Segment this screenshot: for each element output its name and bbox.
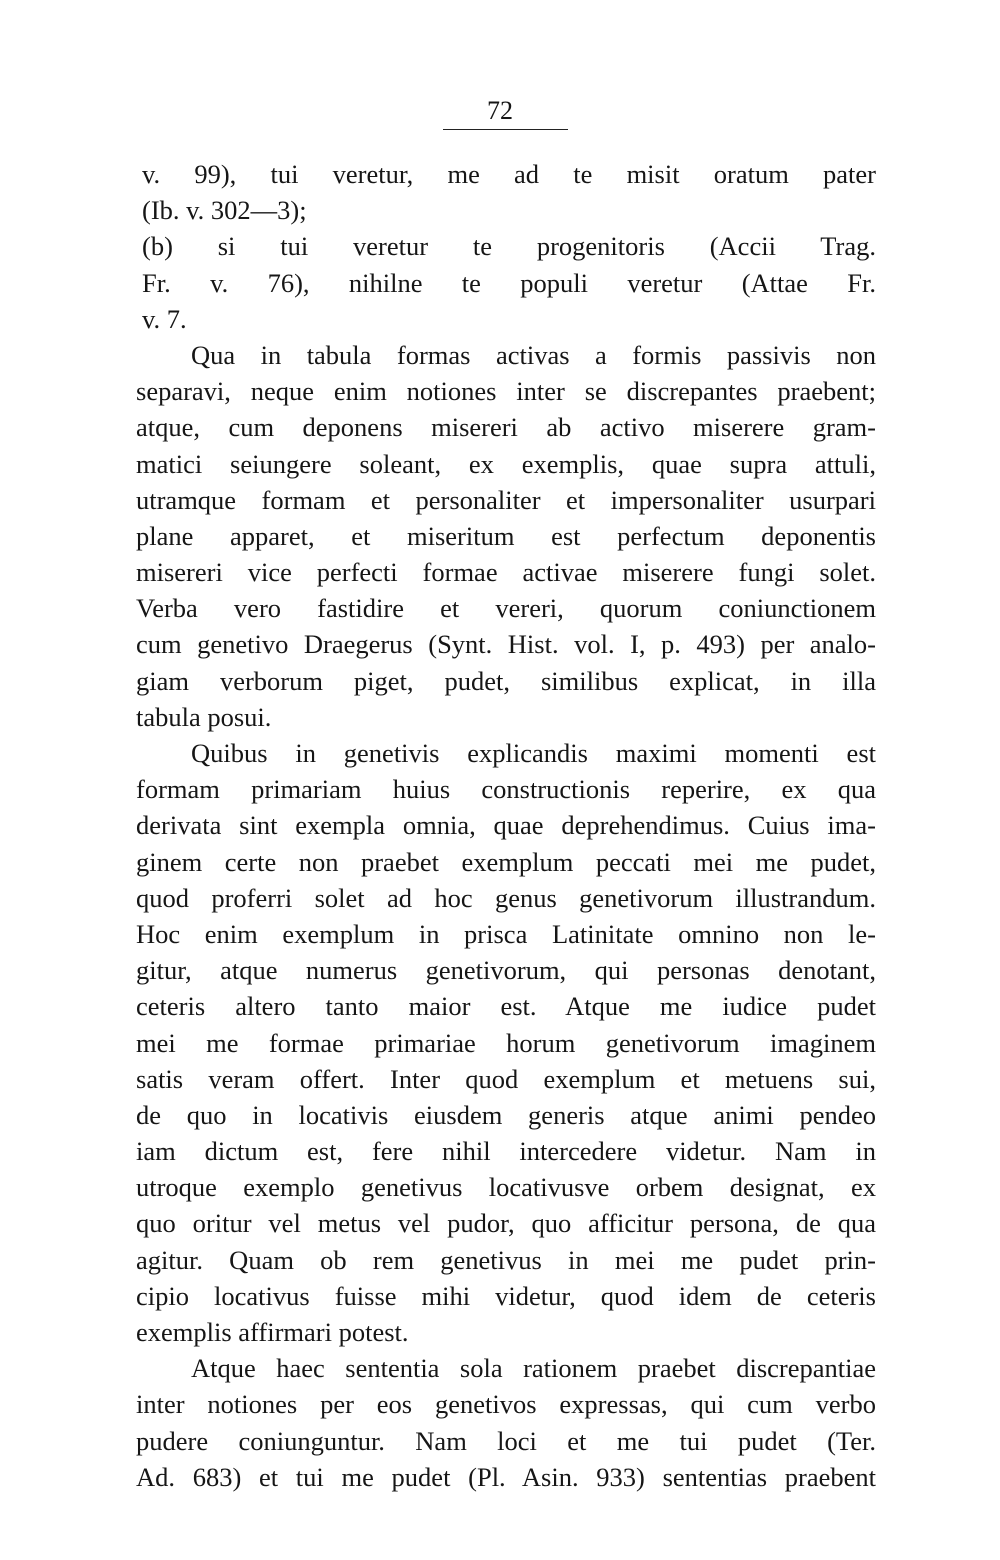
text-line: Hoc enim exemplum in prisca Latinitate omnino non le-	[136, 918, 876, 949]
text-line: inter notiones per eos genetivos expressas, qui cum verbo	[136, 1389, 876, 1420]
text-line: quod proferri solet ad hoc genus genetivorum illustrandum.	[136, 882, 876, 913]
text-line: utroque exemplo genetivus locativusve orbem designat, ex	[136, 1172, 876, 1203]
text-line: v. 99), tui veretur, me ad te misit oratum pater	[142, 159, 876, 189]
text-line: (b) si tui veretur te progenitoris (Accii Trag.	[142, 231, 876, 262]
header-rule	[443, 129, 568, 130]
text-line: Ad. 683) et tui me pudet (Pl. Asin. 933) sententias praebent	[136, 1461, 876, 1492]
text-line: Quibus in genetivis explicandis maximi momenti est	[191, 738, 876, 768]
text-line: cum genetivo Draegerus (Synt. Hist. vol. I, p. 493) per analo-	[136, 629, 876, 660]
text-line: ginem certe non praebet exemplum peccati mei me pudet,	[136, 846, 876, 877]
text-line: exemplis affirmari potest.	[136, 1317, 409, 1347]
text-line: v. 7.	[142, 303, 187, 334]
page-number: 72	[487, 96, 513, 125]
text-line: plane apparet, et miseritum est perfectum deponentis	[136, 520, 876, 551]
text-line: utramque formam et personaliter et impersonaliter usurpari	[136, 484, 876, 515]
text-line: derivata sint exempla omnia, quae deprehendimus. Cuius ima-	[136, 810, 876, 841]
text-line: ceteris altero tanto maior est. Atque me iudice pudet	[136, 991, 876, 1022]
text-line: atque, cum deponens misereri ab activo miserere gram-	[136, 412, 876, 443]
text-line: Verba vero fastidire et vereri, quorum coniunctionem	[136, 593, 876, 624]
text-line: tabula posui.	[136, 701, 272, 732]
text-line: pudere coniunguntur. Nam loci et me tui pudet (Ter.	[136, 1425, 876, 1456]
text-line: separavi, neque enim notiones inter se discrepantes praebent;	[136, 376, 876, 407]
body-text	[136, 156, 876, 1495]
text-line: quo oritur vel metus vel pudor, quo afficitur persona, de qua	[136, 1208, 876, 1239]
text-line: Atque haec sententia sola rationem praebet discrepantiae	[191, 1353, 876, 1384]
text-line: iam dictum est, fere nihil intercedere videtur. Nam in	[136, 1136, 876, 1167]
text-line: gitur, atque numerus genetivorum, qui personas denotant,	[136, 955, 876, 986]
text-line: misereri vice perfecti formae activae miserere fungi solet.	[136, 557, 876, 588]
text-line: agitur. Quam ob rem genetivus in mei me pudet prin-	[136, 1244, 876, 1275]
text-line: formam primariam huius constructionis reperire, ex qua	[136, 774, 876, 805]
text-line: Fr. v. 76), nihilne te populi veretur (Attae Fr.	[142, 267, 876, 298]
text-line: cipio locativus fuisse mihi videtur, quod idem de ceteris	[136, 1280, 876, 1311]
text-line: de quo in locativis eiusdem generis atque animi pendeo	[136, 1099, 876, 1130]
text-line: mei me formae primariae horum genetivorum imaginem	[136, 1027, 876, 1058]
text-line: matici seiungere soleant, ex exemplis, quae supra attuli,	[136, 448, 876, 479]
text-line: giam verborum piget, pudet, similibus explicat, in illa	[136, 665, 876, 696]
text-line: satis veram offert. Inter quod exemplum et metuens sui,	[136, 1063, 876, 1094]
text-line: Qua in tabula formas activas a formis passivis non	[191, 339, 876, 370]
text-line: (Ib. v. 302—3);	[142, 195, 307, 226]
